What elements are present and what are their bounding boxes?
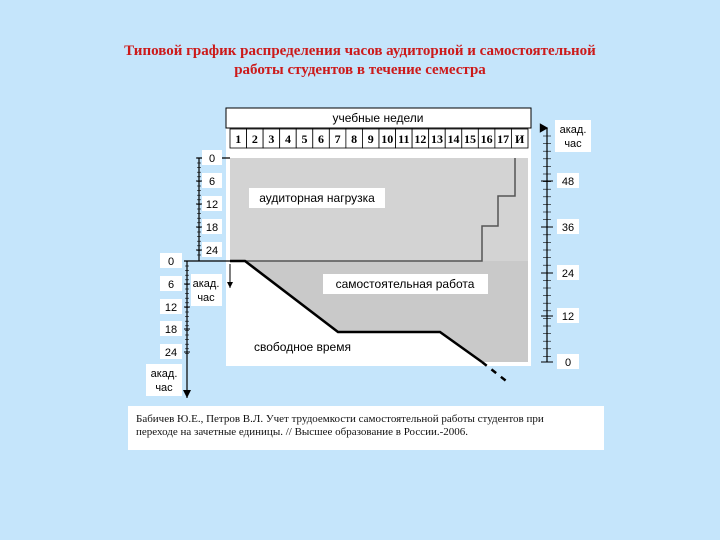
week-label: 14 (447, 132, 460, 146)
title-line-2: работы студентов в течение семестра (234, 62, 486, 78)
lower-axis-arrow (183, 390, 191, 398)
free-time-label: свободное время (254, 340, 351, 354)
week-label: 15 (464, 132, 477, 146)
week-label: 13 (430, 132, 443, 146)
upper-left-ticks (196, 150, 222, 257)
title-line-1: Типовой график распределения часов аудиторной и самостоятельной (124, 43, 596, 59)
unit-right-line-2: час (564, 138, 582, 150)
independent-work-label: самостоятельная работа (335, 277, 475, 291)
citation-line-2: переходе на зачетные единицы. // Высшее образование в России.-2006. (136, 426, 469, 438)
auditory-load-label: аудиторная нагрузка (259, 191, 375, 205)
upper-tick-label: 24 (205, 245, 219, 257)
unit-right-line-1: акад. (559, 124, 587, 136)
week-label: И (515, 132, 525, 146)
week-label: 12 (414, 132, 427, 146)
week-label: 7 (334, 132, 341, 146)
lower-tick-label: 0 (167, 256, 175, 268)
week-cells (230, 129, 528, 148)
unit-bottom-line-1: акад. (150, 368, 178, 380)
citation-line-1: Бабичев Ю.Е., Петров В.Л. Учет трудоемкости самостоятельной работы студентов при (136, 413, 544, 425)
lower-tick-label: 24 (164, 347, 178, 359)
unit-bottom-line-2: час (155, 382, 173, 394)
weeks-header: учебные недели (332, 111, 424, 125)
unit-middle-line-1: акад. (192, 278, 220, 290)
right-tick-label: 0 (564, 357, 572, 369)
upper-tick-label: 0 (208, 153, 216, 165)
upper-tick-label: 18 (205, 222, 219, 234)
week-label: 8 (351, 132, 358, 146)
week-label: 10 (381, 132, 394, 146)
right-tick-label: 48 (561, 176, 575, 188)
right-tick-label: 24 (561, 268, 575, 280)
upper-region (230, 158, 528, 261)
week-label: 17 (497, 132, 510, 146)
lower-tick-label: 6 (167, 279, 175, 291)
right-tick-label: 12 (561, 311, 575, 323)
upper-tick-label: 12 (205, 199, 219, 211)
week-label: 16 (480, 132, 493, 146)
upper-tick-label: 6 (208, 176, 216, 188)
lower-tick-label: 12 (164, 302, 178, 314)
week-label: 2 (251, 132, 258, 146)
week-label: 11 (398, 132, 410, 146)
week-label: 5 (301, 132, 308, 146)
unit-middle-line-2: час (197, 292, 215, 304)
lower-left-ticks (160, 253, 190, 359)
week-label: 3 (268, 132, 275, 146)
week-label: 4 (284, 132, 291, 146)
citation-box (128, 406, 604, 450)
lower-tick-label: 18 (164, 324, 178, 336)
right-tick-label: 36 (561, 222, 575, 234)
week-label: 9 (367, 132, 374, 146)
week-label: 6 (318, 132, 325, 146)
week-label: 1 (235, 132, 242, 146)
